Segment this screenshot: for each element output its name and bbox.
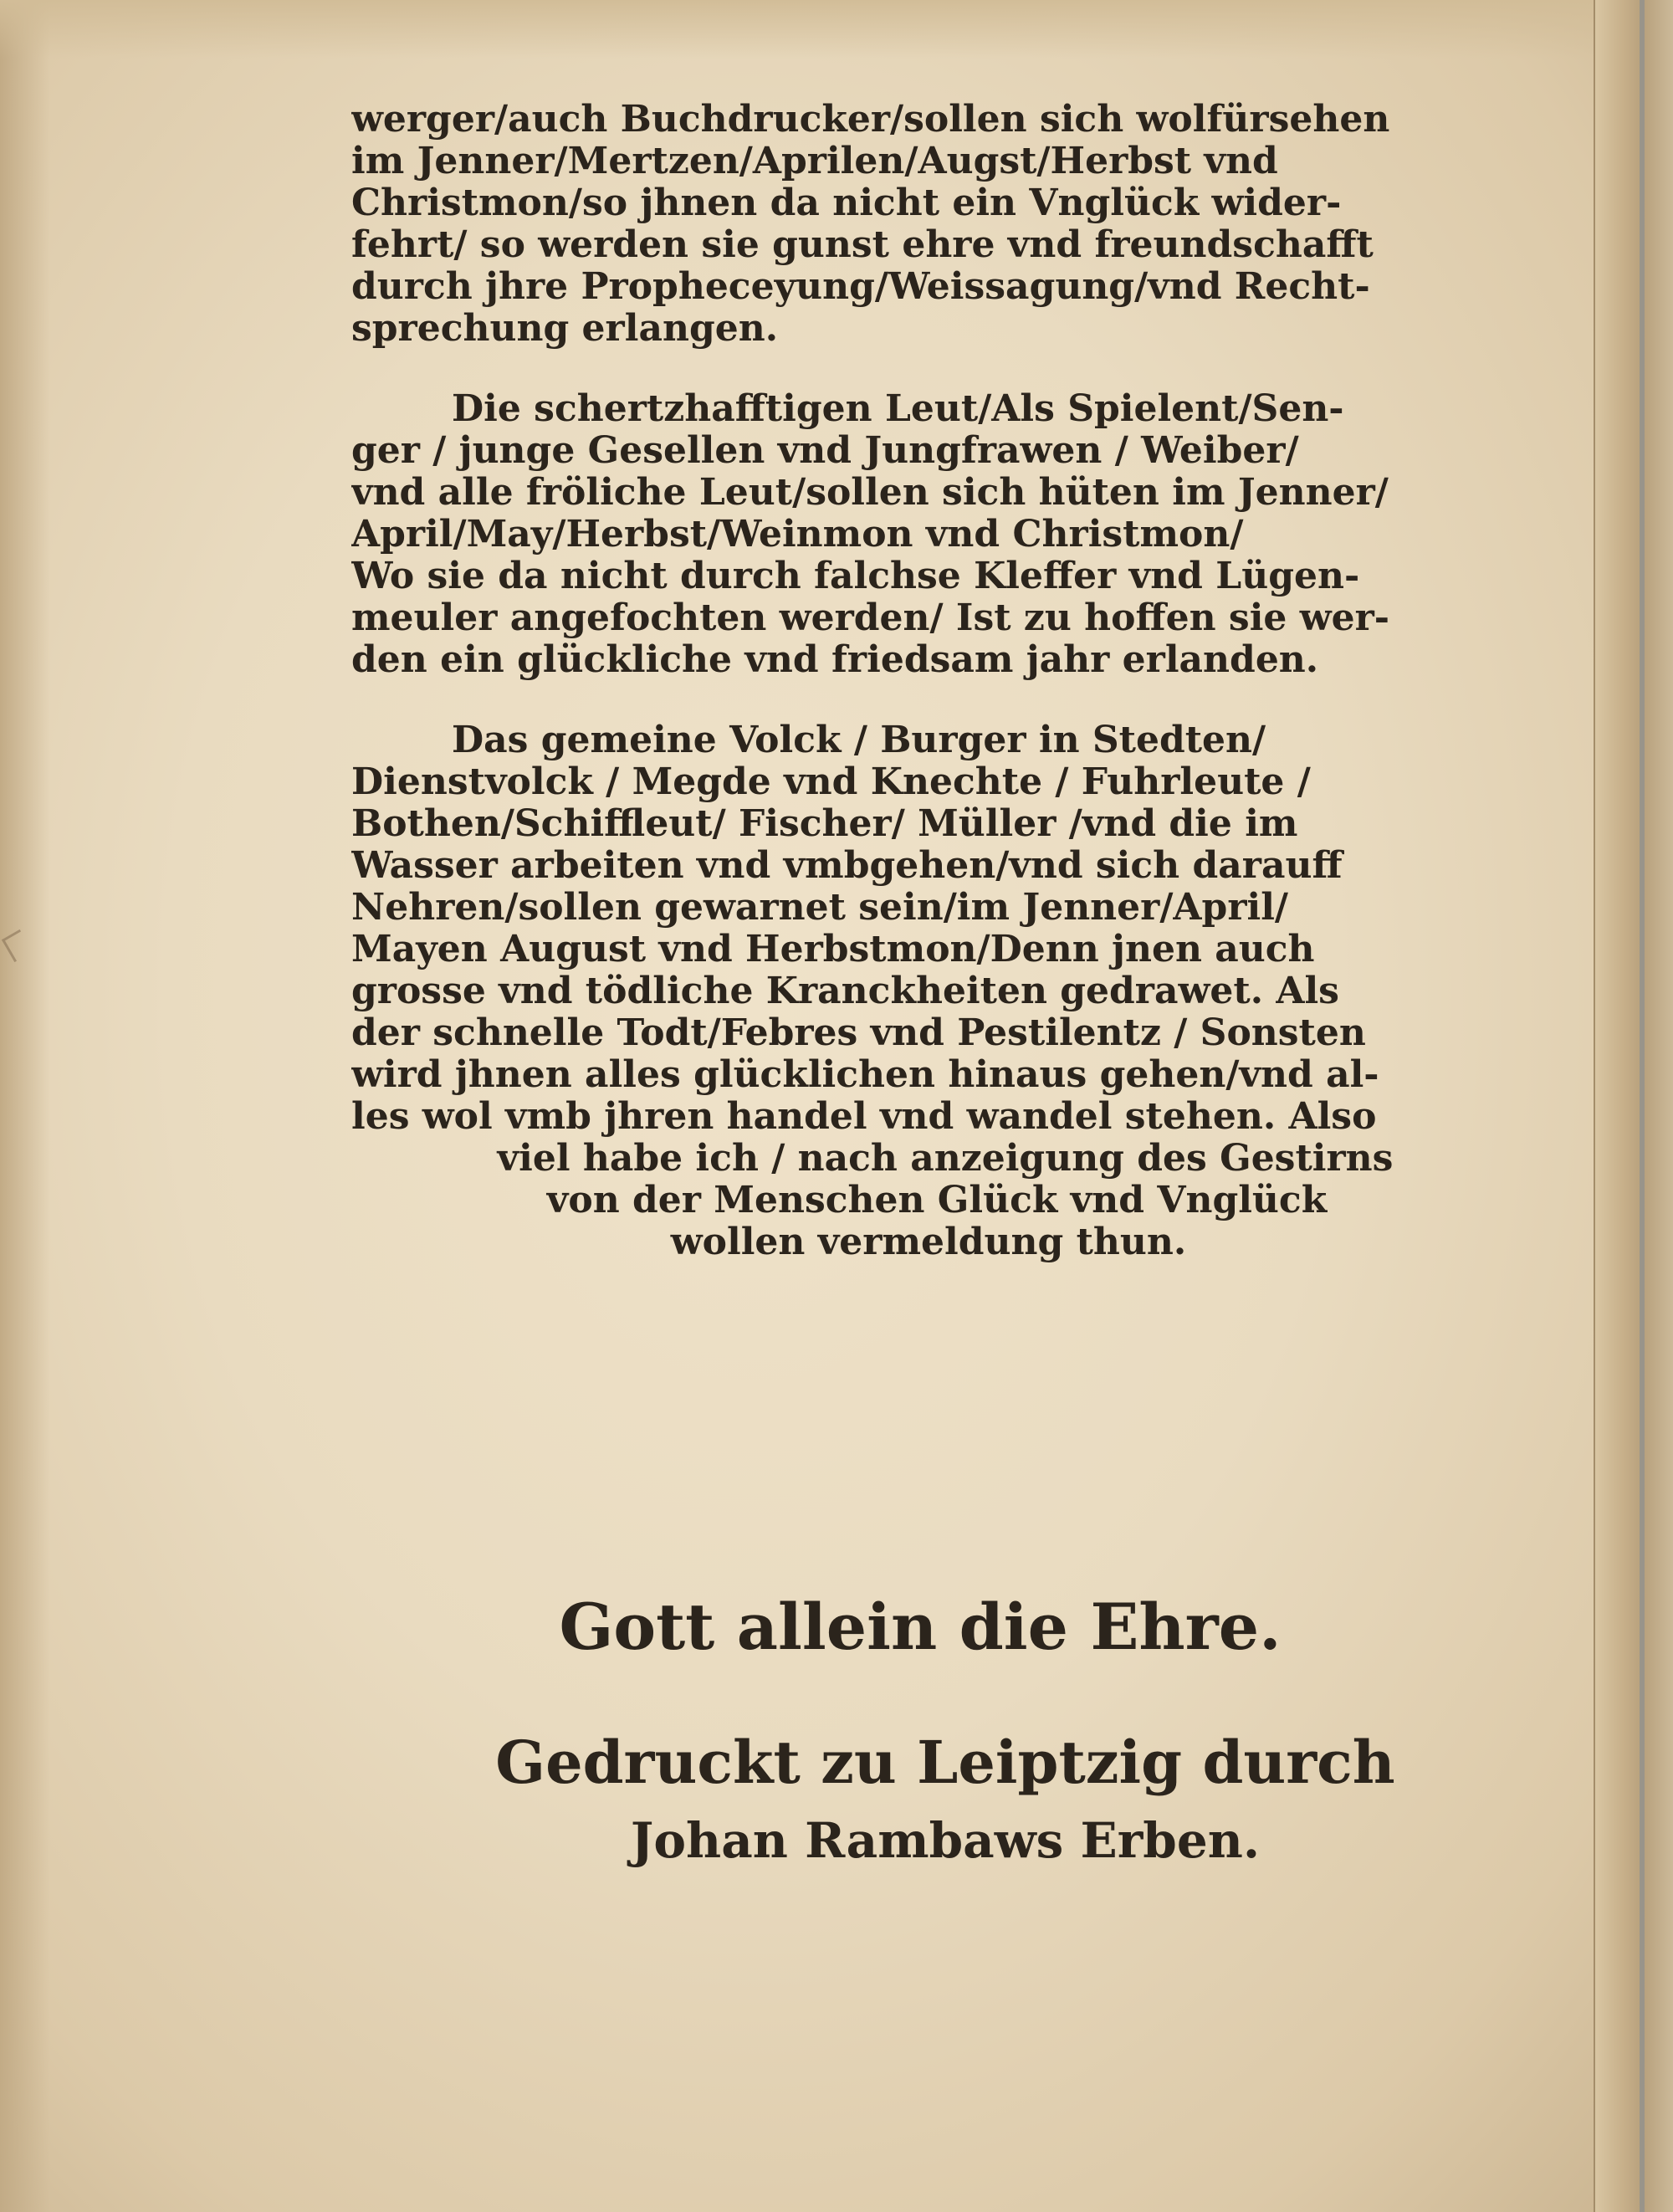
text-line: der schnelle Todt/Febres vnd Pestilentz / Sonsten xyxy=(351,1012,1366,1054)
imprint-line-1: Gedruckt zu Leiptzig durch xyxy=(495,1728,1395,1797)
text-line: Das gemeine Volck / Burger in Stedten/ xyxy=(452,719,1266,761)
text-line: wollen vermeldung thun. xyxy=(670,1221,1187,1263)
text-line: Mayen August vnd Herbstmon/Denn jnen auch xyxy=(351,929,1315,970)
text-line: den ein glückliche vnd friedsam jahr erlanden. xyxy=(351,639,1319,681)
paragraph-2 xyxy=(351,388,1489,681)
binding-edge xyxy=(1640,0,1645,2212)
text-line: ger / junge Gesellen vnd Jungfrawen / Weiber/ xyxy=(351,430,1299,472)
text-line: meuler angefochten werden/ Ist zu hoffen sie wer- xyxy=(351,597,1390,639)
closing-motto: Gott allein die Ehre. xyxy=(559,1590,1282,1664)
imprint-line-2: Johan Rambaws Erben. xyxy=(630,1812,1261,1869)
paragraph-3 xyxy=(351,719,1489,1263)
text-line: grosse vnd tödliche Kranckheiten gedrawet. Als xyxy=(351,970,1339,1012)
text-line: Wasser arbeiten vnd vmbgehen/vnd sich darauff xyxy=(351,845,1343,887)
text-line: von der Menschen Glück vnd Vnglück xyxy=(546,1180,1328,1221)
text-line: vnd alle fröliche Leut/sollen sich hüten im Jenner/ xyxy=(351,472,1389,514)
text-line: sprechung erlangen. xyxy=(351,308,779,350)
text-line: Nehren/sollen gewarnet sein/im Jenner/April/ xyxy=(351,887,1289,929)
text-line: wird jhnen alles glücklichen hinaus gehen/vnd al- xyxy=(351,1054,1379,1096)
text-line: Die schertzhafftigen Leut/Als Spielent/Sen- xyxy=(452,388,1344,430)
text-line: les wol vmb jhren handel vnd wandel stehen. Also xyxy=(351,1096,1377,1138)
text-line: durch jhre Propheceyung/Weissagung/vnd Recht- xyxy=(351,266,1370,308)
text-line: werger/auch Buchdrucker/sollen sich wolfürsehen xyxy=(351,99,1390,141)
paragraph-1 xyxy=(351,99,1489,350)
page-top-shadow xyxy=(0,0,1673,59)
text-line: viel habe ich / nach anzeigung des Gestirns xyxy=(497,1138,1394,1180)
book-gutter xyxy=(1594,0,1673,2212)
text-line: April/May/Herbst/Weinmon vnd Christmon/ xyxy=(351,514,1244,556)
page-edge-shadow xyxy=(0,0,50,2212)
text-line: Dienstvolck / Megde vnd Knechte / Fuhrleute / xyxy=(351,761,1311,803)
body-text xyxy=(351,99,1489,1302)
text-line: Wo sie da nicht durch falchse Kleffer vnd Lügen- xyxy=(351,556,1360,597)
text-line: im Jenner/Mertzen/Aprilen/Augst/Herbst vnd xyxy=(351,141,1278,182)
text-line: Bothen/Schiffleut/ Fischer/ Müller /vnd die im xyxy=(351,803,1298,845)
text-line: Christmon/so jhnen da nicht ein Vnglück wider- xyxy=(351,182,1342,224)
text-line: fehrt/ so werden sie gunst ehre vnd freundschafft xyxy=(351,224,1374,266)
